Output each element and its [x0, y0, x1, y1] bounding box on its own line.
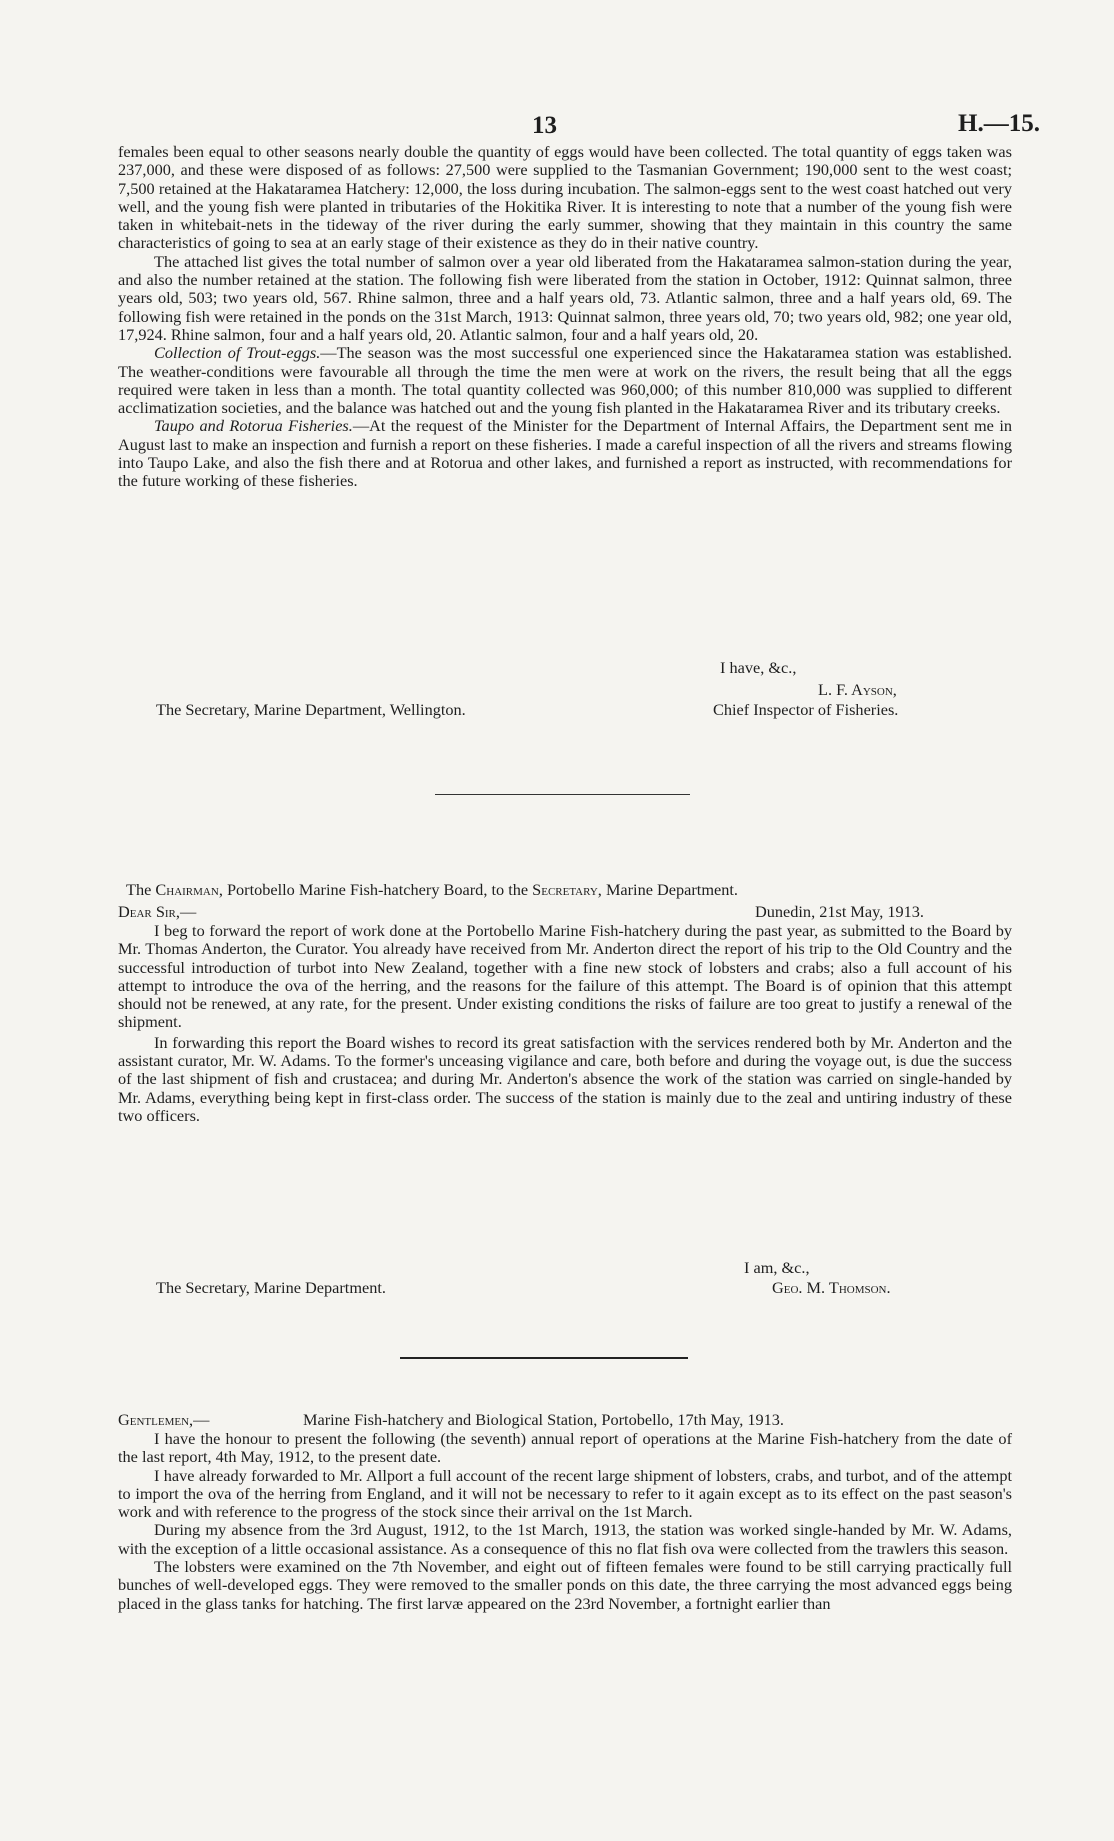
- section-divider: [435, 794, 690, 795]
- paragraph: The lobsters were examined on the 7th November, and eight out of fifteen females were found to be still carrying practically full bunches of well-developed eggs. They were removed to the smaller ponds on this date, the three carrying the most advanced eggs being placed in the glass tanks for hatching. The first larvæ appeared on the 23rd November, a fortnight earlier than: [118, 1557, 1012, 1613]
- paragraph-heading: Taupo and Rotorua Fisheries.: [154, 416, 353, 436]
- paragraph: The attached list gives the total number of salmon over a year old liberated from the Hakataramea salmon-station during the year, and also the number retained at the station. The following fish were liberated from the station in October, 1912: Quinnat salmon, three years old, 503; two years old, 567. Rhine salmon, three and a half years old, 73. Atlantic salmon, three and a half years old, 69. The following fish were retained in the ponds on the 31st March, 1913: Quinnat salmon, three years old, 70; two years old, 982; one year old, 17,924. Rhine salmon, four and a half years old, 20. Atlantic salmon, four and a half years old, 20.: [118, 251, 1012, 344]
- section-curator-report: [118, 1430, 1012, 1613]
- addressee: The Secretary, Marine Department, Wellington.: [156, 700, 466, 719]
- place-date: Marine Fish-hatchery and Biological Station, Portobello, 17th May, 1913.: [303, 1410, 784, 1429]
- paragraph: [118, 417, 1012, 490]
- paragraph: I have already forwarded to Mr. Allport a full account of the recent large shipment of lobsters, crabs, and turbot, and of the attempt to import the ova of the herring from England, and it will not be necessary to refer to it again except as to its effect on the past season's work and with reference to the progress of the stock since their arrival on the 1st March.: [118, 1465, 1012, 1522]
- document-reference: H.—15.: [958, 110, 1040, 137]
- addressee: The Secretary, Marine Department.: [156, 1278, 386, 1297]
- section-salmon-report: [118, 143, 1012, 491]
- closing: I have, &c.,: [720, 658, 797, 677]
- paragraph: During my absence from the 3rd August, 1912, to the 1st March, 1913, the station was worked single-handed by Mr. W. Adams, with the exception of a little occasional assistance. As a consequence of this no flat fish ova were collected from the trawlers this season.: [118, 1520, 1012, 1558]
- place-date: Dunedin, 21st May, 1913.: [755, 902, 924, 921]
- closing: I am, &c.,: [744, 1258, 810, 1277]
- paragraph-body: —At the request of the Minister for the Department of Internal Affairs, the Department sent me in August last to make an inspection and furnish a report on these fisheries. I made a careful inspection of all the rivers and streams flowing into Taupo Lake, and also the fish there and at Rotorua and other lakes, and furnished a report as instructed, with recommendations for the future working of these fisheries.: [118, 416, 1012, 491]
- paragraph: In forwarding this report the Board wishes to record its great satisfaction with the services rendered both by Mr. Anderton and the assistant curator, Mr. W. Adams. To the former's unceasing vigilance and care, both before and during the voyage out, is due the success of the last shipment of fish and crustacea; and during Mr. Anderton's absence the work of the station was carried on single-handed by Mr. Adams, everything being kept in first-class order. The success of the station is mainly due to the zeal and untiring industry of these two officers.: [118, 1032, 1012, 1125]
- signatory-title: Chief Inspector of Fisheries.: [713, 700, 899, 719]
- paragraph-body: —The season was the most successful one experienced since the Hakataramea station was established. The weather-conditions were favourable all through the time the men were at work on the rivers, the result being that all the eggs required were taken in less than a month. The total quantity collected was 960,000; of this number 810,000 was supplied to different acclimatization societies, and the balance was hatched out and the young fish planted in the Hakataramea River and its tributary creeks.: [118, 343, 1012, 418]
- signatory: Geo. M. Thomson.: [772, 1278, 891, 1297]
- paragraph: females been equal to other seasons nearly double the quantity of eggs would have been collected. The total quantity of eggs taken was 237,000, and these were disposed of as follows: 27,500 were supplied to the Tasmanian Government; 190,000 sent to the west coast; 7,500 retained at the Hakataramea Hatchery: 12,000, the loss during incubation. The salmon-eggs sent to the west coast hatched out very well, and the young fish were planted in tributaries of the Hokitika River. It is interesting to note that a number of the young fish were taken in whitebait-nets in the tideway of the river during the early summer, showing that they maintain in this country the same characteristics of going to sea at an early stage of their existence as they do in their native country.: [118, 142, 1012, 253]
- page-number: 13: [532, 112, 557, 139]
- salutation: Gentlemen,—: [118, 1410, 210, 1429]
- section-board-letter: [118, 922, 1012, 1125]
- paragraph-heading: Collection of Trout-eggs.: [154, 343, 321, 363]
- paragraph: I beg to forward the report of work done at the Portobello Marine Fish-hatchery during the past year, as submitted to the Board by Mr. Thomas Anderton, the Curator. You already have received from Mr. Anderton direct the report of his trip to the Old Country and the successful introduction of turbot into New Zealand, together with a fine new stock of lobsters and crabs; also a full account of his attempt to introduce the ova of the herring, and the reasons for the failure of this attempt. The Board is of opinion that this attempt should not be renewed, at any rate, for the present. Under existing conditions the risks of failure are too great to justify a renewal of the shipment.: [118, 921, 1012, 1032]
- salutation: Dear Sir,—: [118, 902, 197, 921]
- paragraph: [118, 344, 1012, 417]
- section-divider: [400, 1357, 688, 1359]
- paragraph: I have the honour to present the following (the seventh) annual report of operations at the Marine Fish-hatchery from the date of the last report, 4th May, 1912, to the present date.: [118, 1429, 1012, 1467]
- signatory: L. F. Ayson,: [818, 680, 897, 699]
- letter-heading: The Chairman, Portobello Marine Fish-hatchery Board, to the Secretary, Marine Department.: [126, 880, 738, 899]
